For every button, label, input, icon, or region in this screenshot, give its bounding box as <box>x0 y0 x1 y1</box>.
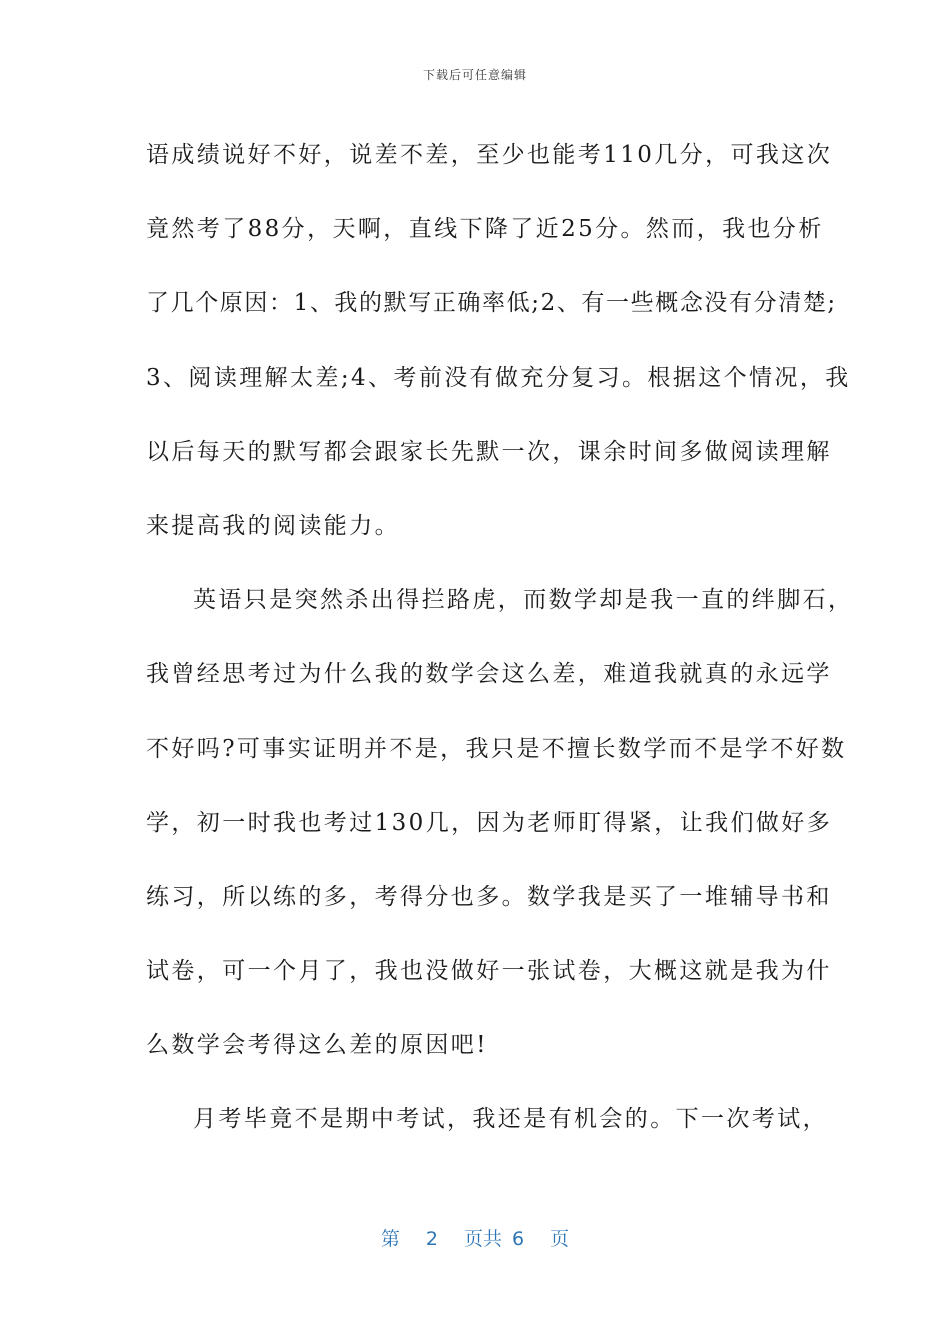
text-line: 我曾经思考过为什么我的数学会这么差，难道我就真的永远学 <box>146 661 832 688</box>
text-line: 3、阅读理解太差;4、考前没有做充分复习。根据这个情况，我 <box>146 364 851 391</box>
footer-middle: 页共 <box>463 1228 502 1250</box>
text-line: 来提高我的阅读能力。 <box>146 512 400 539</box>
header-note: 下载后可任意编辑 <box>422 68 527 82</box>
paragraph-first-line: 月考毕竟不是期中考试，我还是有机会的。下一次考试， <box>193 1106 828 1133</box>
text-line: 练习，所以练的多，考得分也多。数学我是买了一堆辅导书和 <box>146 883 832 910</box>
page-number-footer <box>0 1224 950 1251</box>
text-line: 竟然考了88分，天啊，直线下降了近25分。然而，我也分析 <box>146 216 824 243</box>
current-page-number: 2 <box>425 1228 438 1250</box>
text-line: 么数学会考得这么差的原因吧! <box>146 1032 488 1059</box>
document-body <box>146 118 854 1157</box>
text-line: 以后每天的默写都会跟家长先默一次，课余时间多做阅读理解 <box>146 438 832 465</box>
text-line: 了几个原因：1、我的默写正确率低;2、有一些概念没有分清楚; <box>146 290 837 317</box>
paragraph-first-line: 英语只是突然杀出得拦路虎，而数学却是我一直的绊脚石， <box>193 587 854 614</box>
footer-prefix: 第 <box>380 1228 400 1250</box>
footer-suffix: 页 <box>550 1228 570 1250</box>
text-line: 不好吗?可事实证明并不是，我只是不擅长数学而不是学不好数 <box>146 735 847 762</box>
text-line: 语成绩说好不好，说差不差，至少也能考110几分，可我这次 <box>146 142 833 168</box>
text-line: 试卷，可一个月了，我也没做好一张试卷，大概这就是我为什 <box>146 958 832 985</box>
text-line: 学，初一时我也考过130几，因为老师盯得紧，让我们做好多 <box>146 809 833 836</box>
total-pages-number: 6 <box>512 1228 525 1250</box>
